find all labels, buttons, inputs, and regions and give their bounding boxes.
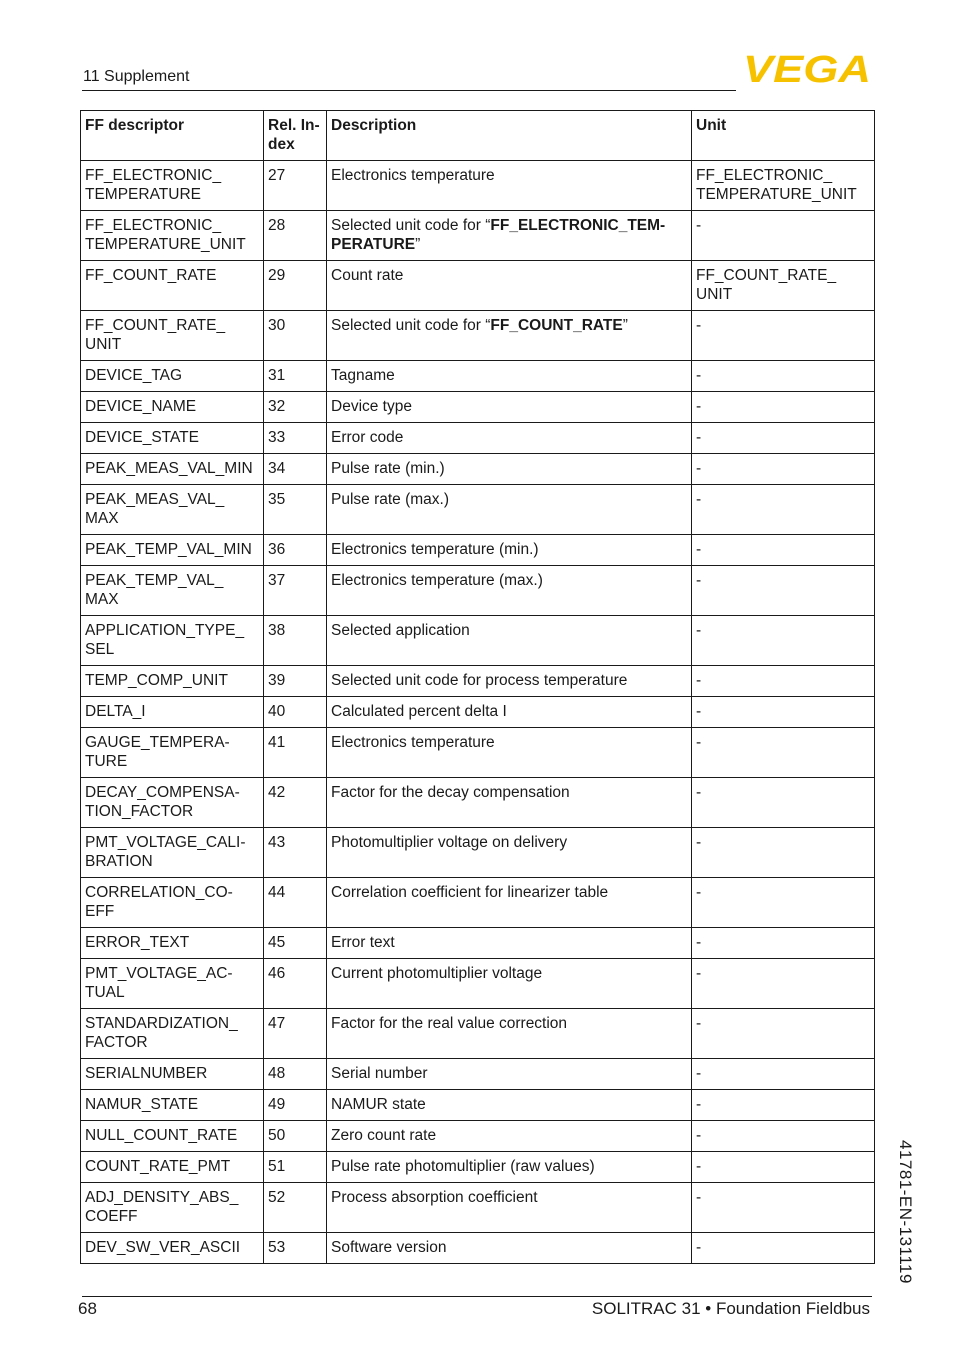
- description-cell: [327, 261, 692, 311]
- descriptor-cell: FF_COUNT_RATE: [81, 261, 264, 311]
- unit-cell: -: [692, 361, 875, 392]
- descriptor-cell: CORRELATION_CO-EFF: [81, 878, 264, 928]
- descriptor-cell: FF_COUNT_RATE_ UNIT: [81, 311, 264, 361]
- descriptor-cell: DECAY_COMPENSA-TION_FACTOR: [81, 778, 264, 828]
- unit-cell: -: [692, 1121, 875, 1152]
- table-row: [81, 1121, 875, 1152]
- index-cell: 40: [264, 697, 327, 728]
- svg-text:VEGA: VEGA: [743, 52, 871, 84]
- document-title: SOLITRAC 31 • Foundation Fieldbus: [591, 1299, 870, 1318]
- index-cell: 29: [264, 261, 327, 311]
- table-row: [81, 361, 875, 392]
- description-text: Error text: [331, 934, 395, 951]
- table-row: [81, 616, 875, 666]
- index-cell: 39: [264, 666, 327, 697]
- unit-cell: -: [692, 666, 875, 697]
- description-suffix: ”: [622, 317, 628, 334]
- table-row: [81, 1233, 875, 1264]
- document-code: 41781-EN-131119: [896, 1140, 915, 1284]
- index-cell: 45: [264, 928, 327, 959]
- index-cell: 31: [264, 361, 327, 392]
- description-cell: [327, 1090, 692, 1121]
- index-cell: 52: [264, 1183, 327, 1233]
- table-row: [81, 697, 875, 728]
- table-row: [81, 454, 875, 485]
- table-row: [81, 535, 875, 566]
- description-text: NAMUR state: [331, 1096, 426, 1113]
- description-text: Current photomultiplier voltage: [331, 965, 543, 982]
- descriptor-cell: PMT_VOLTAGE_AC-TUAL: [81, 959, 264, 1009]
- unit-cell: -: [692, 311, 875, 361]
- description-text: Correlation coefficient for linearizer table: [331, 884, 609, 901]
- description-text: Software version: [331, 1239, 447, 1256]
- unit-cell: -: [692, 485, 875, 535]
- table-row: [81, 485, 875, 535]
- index-cell: 49: [264, 1090, 327, 1121]
- descriptor-cell: DEVICE_TAG: [81, 361, 264, 392]
- description-text: Factor for the real value correction: [331, 1015, 568, 1032]
- descriptor-cell: PEAK_TEMP_VAL_ MAX: [81, 566, 264, 616]
- description-text: Calculated percent delta I: [331, 703, 507, 720]
- description-text: Serial number: [331, 1065, 428, 1082]
- unit-cell: -: [692, 1059, 875, 1090]
- description-cell: [327, 728, 692, 778]
- unit-cell: -: [692, 392, 875, 423]
- description-cell: [327, 361, 692, 392]
- index-cell: 35: [264, 485, 327, 535]
- table-row: [81, 1090, 875, 1121]
- descriptor-cell: NAMUR_STATE: [81, 1090, 264, 1121]
- description-bold-ref: FF_ELECTRONIC_TEM-PERATURE: [331, 217, 666, 253]
- descriptor-cell: GAUGE_TEMPERA-TURE: [81, 728, 264, 778]
- description-cell: [327, 616, 692, 666]
- index-cell: 33: [264, 423, 327, 454]
- description-cell: [327, 311, 692, 361]
- descriptor-cell: PEAK_MEAS_VAL_MIN: [81, 454, 264, 485]
- index-cell: 34: [264, 454, 327, 485]
- table-row: [81, 1059, 875, 1090]
- index-cell: 41: [264, 728, 327, 778]
- description-text: Pulse rate photomultiplier (raw values): [331, 1158, 595, 1175]
- description-cell: [327, 1009, 692, 1059]
- description-text: Pulse rate (max.): [331, 491, 450, 508]
- descriptor-cell: ERROR_TEXT: [81, 928, 264, 959]
- unit-cell: FF_ELECTRONIC_ TEMPERATURE_UNIT: [692, 161, 875, 211]
- unit-cell: -: [692, 566, 875, 616]
- table-row: [81, 728, 875, 778]
- index-cell: 36: [264, 535, 327, 566]
- section-title: 11 Supplement: [83, 68, 190, 85]
- index-cell: 47: [264, 1009, 327, 1059]
- description-text: Count rate: [331, 267, 404, 284]
- index-cell: 53: [264, 1233, 327, 1264]
- description-cell: [327, 485, 692, 535]
- description-suffix: ”: [415, 236, 421, 253]
- description-cell: [327, 928, 692, 959]
- description-cell: [327, 566, 692, 616]
- column-header-ff-descriptor: FF descriptor: [81, 111, 264, 161]
- unit-cell: -: [692, 728, 875, 778]
- description-text: Error code: [331, 429, 404, 446]
- description-text: Zero count rate: [331, 1127, 437, 1144]
- index-cell: 38: [264, 616, 327, 666]
- unit-cell: -: [692, 1183, 875, 1233]
- index-cell: 51: [264, 1152, 327, 1183]
- unit-cell: -: [692, 928, 875, 959]
- descriptor-cell: PMT_VOLTAGE_CALI-BRATION: [81, 828, 264, 878]
- description-text: Selected unit code for “: [331, 217, 491, 234]
- footer-divider: [82, 1296, 872, 1297]
- description-text: Factor for the decay compensation: [331, 784, 570, 801]
- table-row: [81, 1183, 875, 1233]
- descriptor-cell: DEVICE_STATE: [81, 423, 264, 454]
- description-cell: [327, 161, 692, 211]
- index-cell: 28: [264, 211, 327, 261]
- description-cell: [327, 1233, 692, 1264]
- column-header-description: Description: [327, 111, 692, 161]
- index-cell: 27: [264, 161, 327, 211]
- descriptor-cell: PEAK_MEAS_VAL_ MAX: [81, 485, 264, 535]
- index-cell: 37: [264, 566, 327, 616]
- unit-cell: -: [692, 1152, 875, 1183]
- description-cell: [327, 1152, 692, 1183]
- table-row: [81, 392, 875, 423]
- descriptor-cell: APPLICATION_TYPE_ SEL: [81, 616, 264, 666]
- table-row: [81, 1152, 875, 1183]
- table-row: [81, 828, 875, 878]
- description-text: Device type: [331, 398, 412, 415]
- description-cell: [327, 878, 692, 928]
- header-divider: [82, 90, 736, 91]
- description-cell: [327, 1121, 692, 1152]
- description-text: Selected unit code for “: [331, 317, 491, 334]
- unit-cell: -: [692, 454, 875, 485]
- descriptor-cell: FF_ELECTRONIC_ TEMPERATURE: [81, 161, 264, 211]
- index-cell: 48: [264, 1059, 327, 1090]
- description-text: Electronics temperature: [331, 167, 495, 184]
- description-cell: [327, 959, 692, 1009]
- description-text: Process absorption coefficient: [331, 1189, 538, 1206]
- descriptor-cell: TEMP_COMP_UNIT: [81, 666, 264, 697]
- description-text: Selected application: [331, 622, 470, 639]
- unit-cell: -: [692, 697, 875, 728]
- descriptor-cell: DEVICE_NAME: [81, 392, 264, 423]
- unit-cell: -: [692, 828, 875, 878]
- index-cell: 30: [264, 311, 327, 361]
- ff-descriptor-table: [80, 110, 875, 1264]
- descriptor-cell: FF_ELECTRONIC_ TEMPERATURE_UNIT: [81, 211, 264, 261]
- unit-cell: -: [692, 1009, 875, 1059]
- descriptor-cell: PEAK_TEMP_VAL_MIN: [81, 535, 264, 566]
- descriptor-cell: SERIALNUMBER: [81, 1059, 264, 1090]
- table-row: [81, 878, 875, 928]
- vega-logo: [742, 52, 872, 84]
- descriptor-cell: DELTA_I: [81, 697, 264, 728]
- index-cell: 42: [264, 778, 327, 828]
- table-header-row: [81, 111, 875, 161]
- unit-cell: -: [692, 423, 875, 454]
- column-header-unit: Unit: [692, 111, 875, 161]
- description-cell: [327, 211, 692, 261]
- unit-cell: -: [692, 616, 875, 666]
- unit-cell: FF_COUNT_RATE_ UNIT: [692, 261, 875, 311]
- description-cell: [327, 697, 692, 728]
- description-cell: [327, 392, 692, 423]
- table-row: [81, 161, 875, 211]
- descriptor-cell: NULL_COUNT_RATE: [81, 1121, 264, 1152]
- table-row: [81, 261, 875, 311]
- unit-cell: -: [692, 778, 875, 828]
- index-cell: 32: [264, 392, 327, 423]
- page-number: 68: [78, 1299, 97, 1318]
- unit-cell: -: [692, 535, 875, 566]
- description-text: Electronics temperature: [331, 734, 495, 751]
- table-row: [81, 778, 875, 828]
- description-text: Photomultiplier voltage on delivery: [331, 834, 568, 851]
- table-row: [81, 928, 875, 959]
- description-text: Selected unit code for process temperature: [331, 672, 628, 689]
- description-text: Tagname: [331, 367, 395, 384]
- table-row: [81, 423, 875, 454]
- description-cell: [327, 828, 692, 878]
- index-cell: 50: [264, 1121, 327, 1152]
- unit-cell: -: [692, 878, 875, 928]
- table-row: [81, 566, 875, 616]
- description-text: Electronics temperature (min.): [331, 541, 539, 558]
- index-cell: 44: [264, 878, 327, 928]
- description-text: Pulse rate (min.): [331, 460, 445, 477]
- descriptor-cell: STANDARDIZATION_ FACTOR: [81, 1009, 264, 1059]
- description-bold-ref: FF_COUNT_RATE: [490, 317, 623, 334]
- description-cell: [327, 535, 692, 566]
- description-cell: [327, 423, 692, 454]
- unit-cell: -: [692, 1090, 875, 1121]
- table-row: [81, 666, 875, 697]
- index-cell: 43: [264, 828, 327, 878]
- description-cell: [327, 1183, 692, 1233]
- description-cell: [327, 1059, 692, 1090]
- unit-cell: -: [692, 211, 875, 261]
- index-cell: 46: [264, 959, 327, 1009]
- table-row: [81, 1009, 875, 1059]
- descriptor-cell: COUNT_RATE_PMT: [81, 1152, 264, 1183]
- description-cell: [327, 666, 692, 697]
- description-text: Electronics temperature (max.): [331, 572, 543, 589]
- table-row: [81, 211, 875, 261]
- descriptor-cell: ADJ_DENSITY_ABS_ COEFF: [81, 1183, 264, 1233]
- unit-cell: -: [692, 1233, 875, 1264]
- column-header-rel-index: Rel. In-dex: [264, 111, 327, 161]
- description-cell: [327, 454, 692, 485]
- descriptor-cell: DEV_SW_VER_ASCII: [81, 1233, 264, 1264]
- table-row: [81, 959, 875, 1009]
- unit-cell: -: [692, 959, 875, 1009]
- table-row: [81, 311, 875, 361]
- description-cell: [327, 778, 692, 828]
